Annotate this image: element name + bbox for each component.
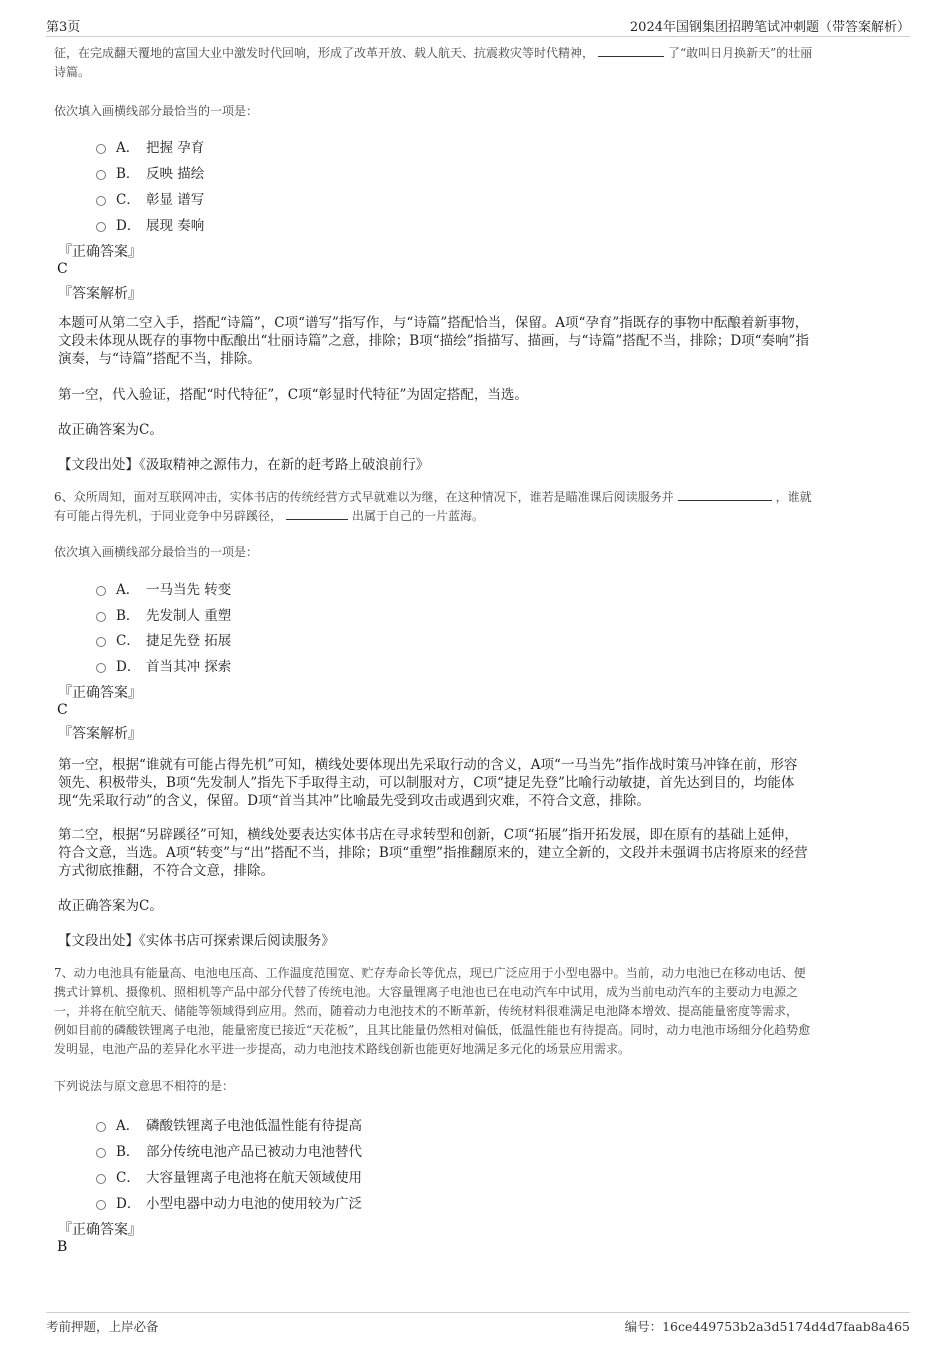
radio-icon[interactable] [96, 1122, 106, 1132]
page-footer [46, 1312, 910, 1337]
q5-analysis-paragraph-2: 第一空，代入验证，搭配“时代特征”，C项“彰显时代特征”为固定搭配，当选。 [58, 387, 528, 403]
answer-blank [678, 488, 772, 501]
q5-analysis-paragraph-3: 故正确答案为C。 [58, 422, 163, 438]
q7-stem: 7、动力电池具有能量高、电池电压高、工作温度范围宽、贮存寿命长等优点，现已广泛应用于小型电器中。当前，动力电池已在移动电话、便 携式计算机、摄像机、照相机等产品中部分代替了传统电池。大容量锂离子电池也已在电动汽车中试用，成为当前电动汽车的主要动力电源之 一，并将在航空航天、储能等领域得到应用。然而，随着动力电池技术的不断革新，传统材料很难满足电池降本增效、提高能量密度等需求， 例如目前的磷酸铁锂离子电池，能量密度已接近“天花板”，且其比能量仍然相对偏低，低温性能也有待提高。同时，动力电池市场细分化趋势愈 发明显，电池产品的差异化水平进一步提高，动力电池技术路线创新也能更好地满足多元化的场景应用需求。 [54, 966, 811, 1056]
radio-icon[interactable] [96, 586, 106, 596]
q6-option-a[interactable]: A． 一马当先 转变 [96, 578, 231, 600]
answer-blank [286, 507, 348, 520]
q5-answer-label: 『正确答案』 [58, 244, 142, 260]
document-id: 编号：16ce449753b2a3d5174d4d7faab8a465 [624, 1319, 910, 1334]
radio-icon[interactable] [96, 196, 106, 206]
radio-icon[interactable] [96, 1174, 106, 1184]
q7-answer-label: 『正确答案』 [58, 1222, 142, 1238]
radio-icon[interactable] [96, 144, 106, 154]
q5-option-b[interactable]: B． 反映 描绘 [96, 162, 204, 184]
q5-stem-line2: 诗篇。 [54, 65, 91, 79]
q6-stem: 6、众所周知，面对互联网冲击，实体书店的传统经营方式早就难以为继，在这种情况下，谁若是瞄准课后阅读服务并 ，谁就 有可能占得先机，于同业竞争中另辟蹊径， 出属于自己的一片蓝海。 [54, 490, 812, 523]
q6-option-c[interactable]: C． 捷足先登 拓展 [96, 629, 231, 651]
radio-icon[interactable] [96, 170, 106, 180]
q6-option-d[interactable]: D． 首当其冲 探索 [96, 655, 231, 677]
q7-answer: B [57, 1239, 68, 1255]
q5-analysis-label: 『答案解析』 [58, 286, 142, 302]
radio-icon[interactable] [96, 663, 106, 673]
q5-analysis-paragraph-1: 本题可从第二空入手，搭配“诗篇”，C项“谱写”指写作，与“诗篇”搭配恰当，保留。A项“孕育”指既存的事物中酝酿着新事物， 文段未体现从既存的事物中酝酿出“壮丽诗篇”之意，排除；B项“描绘”指描写、描画，与“诗篇”搭配不当，排除；D项“奏响”指 演奏，与“诗篇”搭配不当，排除。 [58, 315, 809, 367]
q6-analysis-paragraph-2: 第二空，根据“另辟蹊径”可知，横线处要表达实体书店在寻求转型和创新，C项“拓展”指开拓发展，即在原有的基础上延伸， 符合文意，当选。A项“转变”与“出”搭配不当，排除；B项“重塑”指推翻原来的，建立全新的，文段并未强调书店将原来的经营 方式彻底推翻，不符合文意，排除。 [58, 827, 808, 879]
q7-option-c[interactable]: C． 大容量锂离子电池将在航天领域使用 [96, 1166, 362, 1188]
q6-source: 【文段出处】《实体书店可探索课后阅读服务》 [58, 933, 335, 949]
q5-option-c[interactable]: C． 彰显 谱写 [96, 188, 204, 210]
q7-option-a[interactable]: A． 磷酸铁锂离子电池低温性能有待提高 [96, 1114, 362, 1136]
q7-option-b[interactable]: B． 部分传统电池产品已被动力电池替代 [96, 1140, 362, 1162]
page-number: 第3页 [46, 20, 81, 35]
q6-answer: C [57, 702, 68, 718]
q6-option-b[interactable]: B． 先发制人 重塑 [96, 604, 231, 626]
q5-stem-part2: 了“敢叫日月换新天”的壮丽 [668, 46, 813, 60]
q6-analysis-paragraph-3: 故正确答案为C。 [58, 898, 163, 914]
q7-lead: 下列说法与原文意思不相符的是： [54, 1079, 235, 1093]
radio-icon[interactable] [96, 612, 106, 622]
q5-option-a[interactable]: A． 把握 孕育 [96, 136, 204, 158]
q5-option-d[interactable]: D． 展现 奏响 [96, 214, 204, 236]
document-title: 2024年国钢集团招聘笔试冲刺题（带答案解析） [629, 20, 910, 35]
radio-icon[interactable] [96, 222, 106, 232]
q5-source: 【文段出处】《汲取精神之源伟力，在新的赶考路上破浪前行》 [58, 457, 430, 473]
q5-answer: C [57, 261, 68, 277]
q6-answer-label: 『正确答案』 [58, 685, 142, 701]
answer-blank [598, 44, 664, 57]
q6-analysis-label: 『答案解析』 [58, 726, 142, 742]
radio-icon[interactable] [96, 1148, 106, 1158]
radio-icon[interactable] [96, 637, 106, 647]
q6-lead: 依次填入画横线部分最恰当的一项是： [54, 545, 259, 559]
q5-stem [54, 44, 896, 82]
footer-slogan: 考前押题，上岸必备 [46, 1319, 159, 1334]
q5-lead: 依次填入画横线部分最恰当的一项是： [54, 104, 259, 118]
radio-icon[interactable] [96, 1200, 106, 1210]
q6-analysis-paragraph-1: 第一空，根据“谁就有可能占得先机”可知，横线处要体现出先采取行动的含义，A项“一马当先”指作战时策马冲锋在前，形容 领先、积极带头，B项“先发制人”指先下手取得主动，可以制服对方，C项“捷足先登”比喻行动敏捷，首先达到目的，均能体 现“先采取行动”的含义，保留。D项“首当其冲”比喻最先受到攻击或遇到灾难，不符合文意，排除。 [58, 757, 798, 809]
q7-option-d[interactable]: D． 小型电器中动力电池的使用较为广泛 [96, 1192, 362, 1214]
page-header [46, 14, 910, 37]
q5-stem-part1: 征，在完成翻天覆地的富国大业中激发时代回响，形成了改革开放、载人航天、抗震救灾等时代精神， [54, 46, 595, 60]
